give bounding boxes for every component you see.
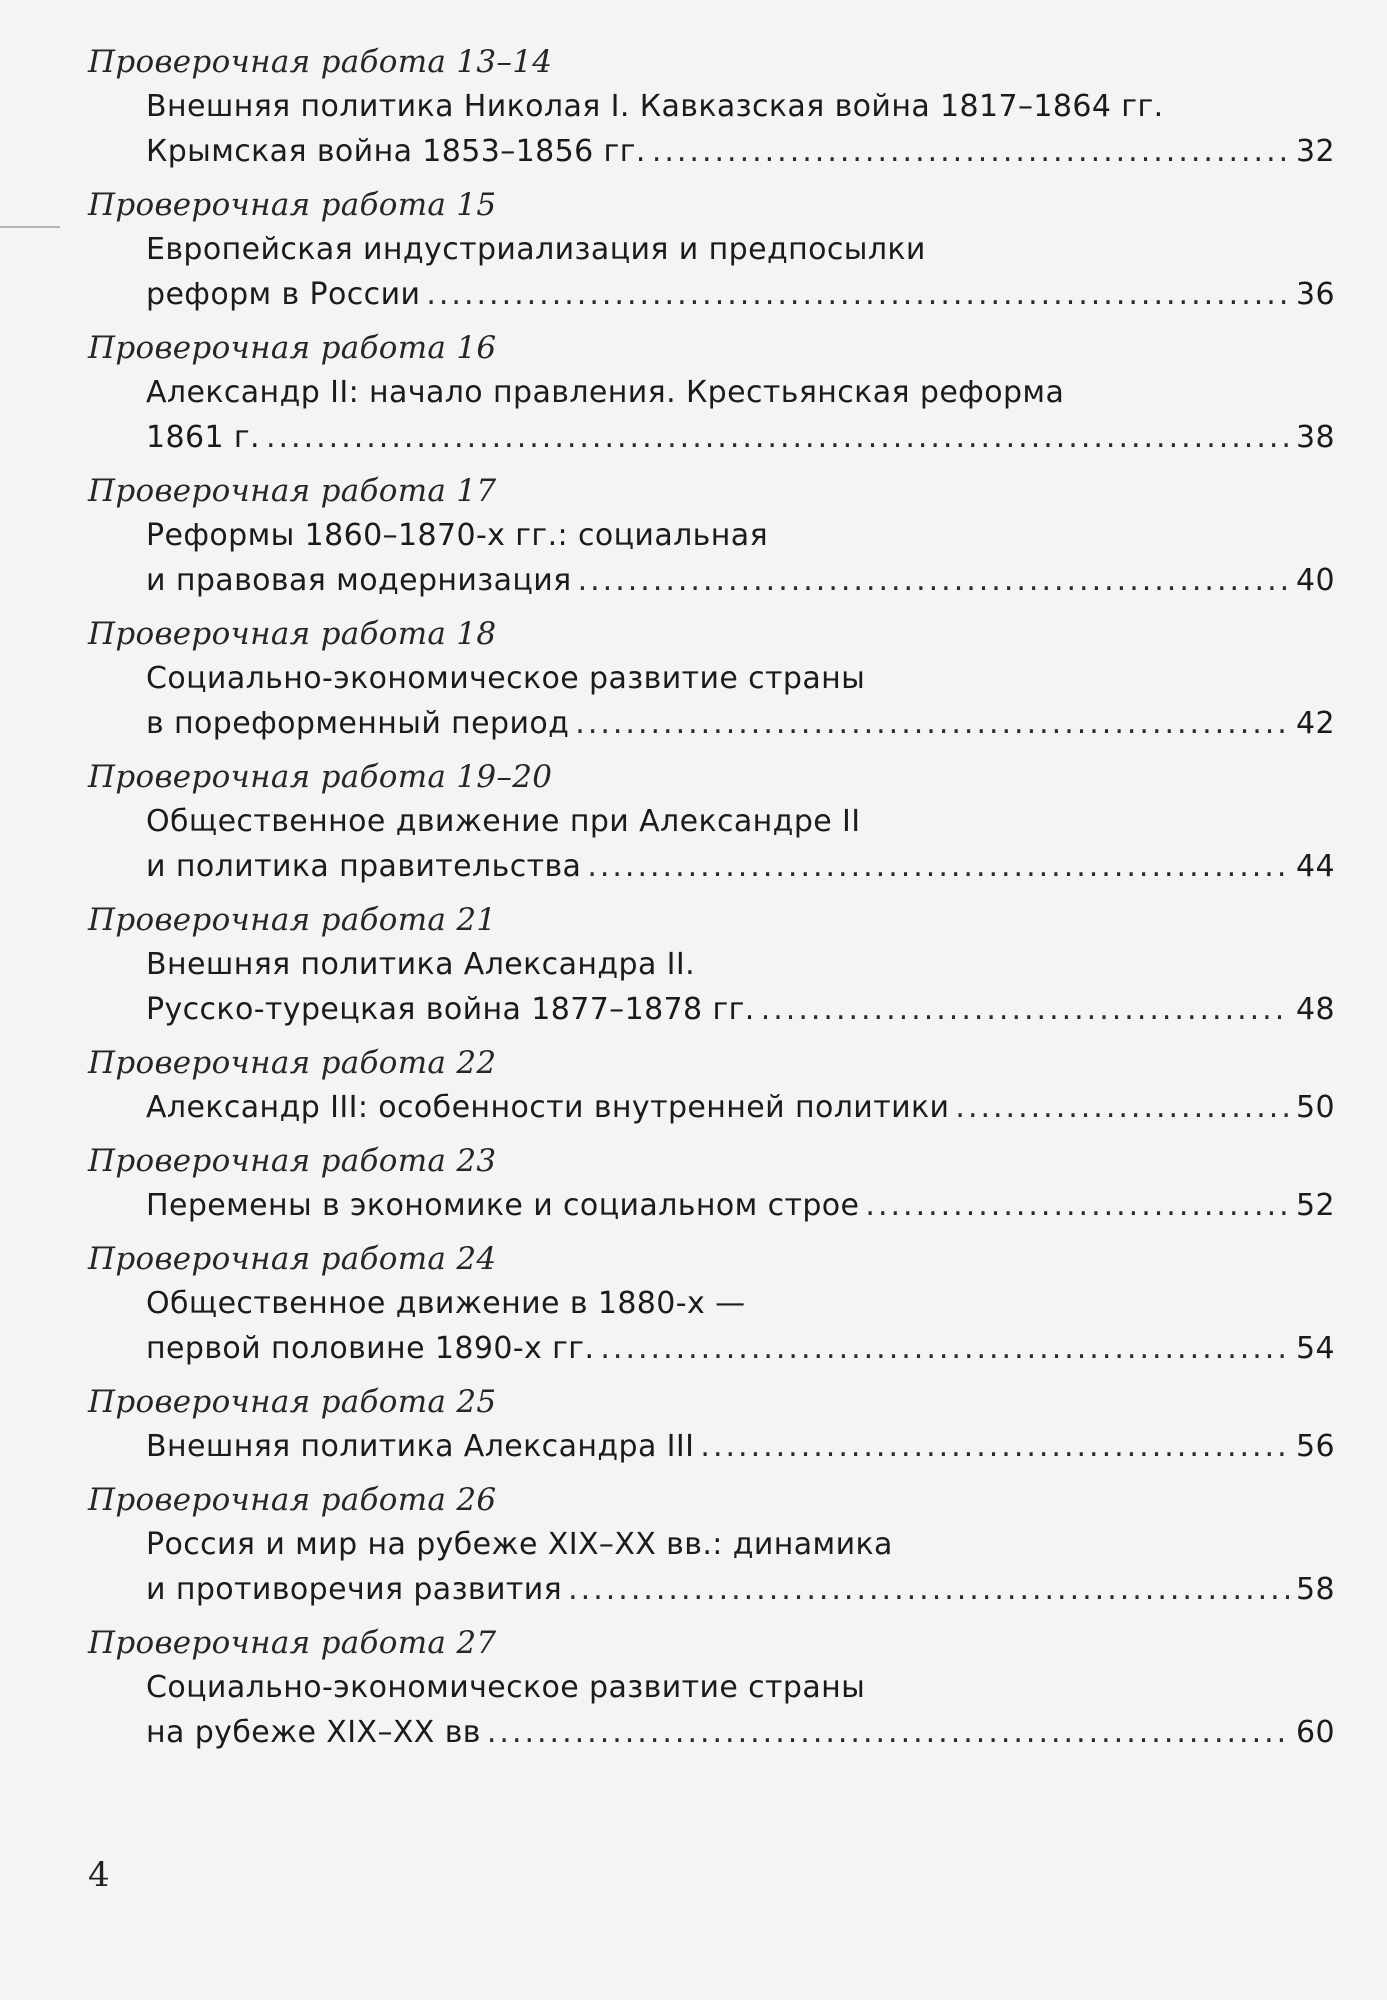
entry-line bbox=[146, 558, 1335, 603]
entry-line bbox=[146, 513, 1335, 558]
entry-page-number: 56 bbox=[1296, 1429, 1335, 1464]
entry-line bbox=[146, 227, 1335, 272]
toc-entry bbox=[88, 183, 1335, 317]
dot-leader bbox=[575, 701, 1289, 746]
entry-heading: Проверочная работа 23 bbox=[88, 1143, 497, 1179]
entry-line bbox=[146, 1326, 1335, 1371]
entry-line bbox=[146, 1085, 1335, 1130]
entry-page-number: 54 bbox=[1296, 1331, 1335, 1366]
entry-line bbox=[146, 1710, 1335, 1755]
entry-heading: Проверочная работа 16 bbox=[88, 330, 497, 366]
entry-page-number: 58 bbox=[1296, 1572, 1335, 1607]
table-of-contents bbox=[88, 40, 1335, 1764]
entry-title-text: Россия и мир на рубеже XIX–XX вв.: динамика bbox=[146, 1527, 893, 1562]
page-number: 4 bbox=[88, 1855, 110, 1895]
entry-heading: Проверочная работа 26 bbox=[88, 1482, 497, 1518]
dot-leader bbox=[587, 844, 1289, 889]
entry-title-text: и правовая модернизация bbox=[146, 563, 572, 598]
dot-leader bbox=[761, 987, 1289, 1032]
entry-page-number: 50 bbox=[1296, 1090, 1335, 1125]
entry-line bbox=[146, 844, 1335, 889]
entry-title-text: 1861 г. bbox=[146, 420, 260, 455]
entry-title-text: реформ в России bbox=[146, 277, 421, 312]
dot-leader bbox=[865, 1183, 1289, 1228]
entry-page-number: 32 bbox=[1296, 134, 1335, 169]
entry-title-text: Реформы 1860–1870-х гг.: социальная bbox=[146, 518, 769, 553]
dot-leader bbox=[487, 1710, 1289, 1755]
entry-title-text: Внешняя политика Александра III bbox=[146, 1429, 695, 1464]
entry-heading: Проверочная работа 13–14 bbox=[88, 44, 553, 80]
entry-heading: Проверочная работа 21 bbox=[88, 902, 497, 938]
toc-entry bbox=[88, 898, 1335, 1032]
entry-title-text: Социально-экономическое развитие страны bbox=[146, 1670, 866, 1705]
entry-title-text: на рубеже XIX–XX вв bbox=[146, 1715, 481, 1750]
entry-heading: Проверочная работа 22 bbox=[88, 1045, 497, 1081]
entry-line bbox=[146, 1567, 1335, 1612]
entry-heading: Проверочная работа 17 bbox=[88, 473, 497, 509]
dot-leader bbox=[578, 558, 1289, 603]
entry-line bbox=[146, 701, 1335, 746]
toc-entry bbox=[88, 612, 1335, 746]
entry-heading: Проверочная работа 19–20 bbox=[88, 759, 553, 795]
entry-line bbox=[146, 1424, 1335, 1469]
entry-heading: Проверочная работа 27 bbox=[88, 1625, 497, 1661]
toc-entry bbox=[88, 469, 1335, 603]
entry-line bbox=[146, 84, 1335, 129]
entry-line bbox=[146, 1522, 1335, 1567]
entry-title-text: Социально-экономическое развитие страны bbox=[146, 661, 866, 696]
entry-line bbox=[146, 1281, 1335, 1326]
entry-title-text: Русско-турецкая война 1877–1878 гг. bbox=[146, 992, 755, 1027]
dot-leader bbox=[652, 129, 1289, 174]
entry-page-number: 48 bbox=[1296, 992, 1335, 1027]
dot-leader bbox=[955, 1085, 1289, 1130]
entry-page-number: 40 bbox=[1296, 563, 1335, 598]
dot-leader bbox=[426, 272, 1289, 317]
toc-entry bbox=[88, 1139, 1335, 1228]
entry-title-text: Общественное движение в 1880-х — bbox=[146, 1286, 746, 1321]
entry-heading: Проверочная работа 24 bbox=[88, 1241, 497, 1277]
entry-title-text: Александр III: особенности внутренней политики bbox=[146, 1090, 950, 1125]
margin-mark bbox=[0, 226, 60, 228]
dot-leader bbox=[568, 1567, 1289, 1612]
entry-title-text: в пореформенный период bbox=[146, 706, 570, 741]
dot-leader bbox=[600, 1326, 1289, 1371]
entry-heading: Проверочная работа 15 bbox=[88, 187, 497, 223]
toc-entry bbox=[88, 40, 1335, 174]
entry-line bbox=[146, 272, 1335, 317]
entry-line bbox=[146, 370, 1335, 415]
entry-title-text: Перемены в экономике и социальном строе bbox=[146, 1188, 860, 1223]
entry-page-number: 60 bbox=[1296, 1715, 1335, 1750]
entry-title-text: Крымская война 1853–1856 гг. bbox=[146, 134, 646, 169]
toc-entry bbox=[88, 1380, 1335, 1469]
entry-title-text: Александр II: начало правления. Крестьянская реформа bbox=[146, 375, 1065, 410]
entry-page-number: 38 bbox=[1296, 420, 1335, 455]
entry-line bbox=[146, 799, 1335, 844]
toc-entry bbox=[88, 326, 1335, 460]
entry-line bbox=[146, 129, 1335, 174]
entry-title-text: первой половине 1890-х гг. bbox=[146, 1331, 595, 1366]
entry-line bbox=[146, 1183, 1335, 1228]
entry-line bbox=[146, 942, 1335, 987]
dot-leader bbox=[266, 415, 1289, 460]
entry-page-number: 36 bbox=[1296, 277, 1335, 312]
entry-page-number: 44 bbox=[1296, 849, 1335, 884]
entry-title-text: и политика правительства bbox=[146, 849, 582, 884]
entry-title-text: Общественное движение при Александре II bbox=[146, 804, 861, 839]
toc-entry bbox=[88, 755, 1335, 889]
toc-entry bbox=[88, 1237, 1335, 1371]
toc-entry bbox=[88, 1041, 1335, 1130]
entry-title-text: Европейская индустриализация и предпосылки bbox=[146, 232, 926, 267]
entry-line bbox=[146, 987, 1335, 1032]
toc-entry bbox=[88, 1478, 1335, 1612]
entry-page-number: 52 bbox=[1296, 1188, 1335, 1223]
entry-line bbox=[146, 1665, 1335, 1710]
entry-title-text: и противоречия развития bbox=[146, 1572, 563, 1607]
entry-heading: Проверочная работа 18 bbox=[88, 616, 497, 652]
entry-line bbox=[146, 656, 1335, 701]
dot-leader bbox=[700, 1424, 1289, 1469]
entry-line bbox=[146, 415, 1335, 460]
entry-page-number: 42 bbox=[1296, 706, 1335, 741]
entry-heading: Проверочная работа 25 bbox=[88, 1384, 497, 1420]
entry-title-text: Внешняя политика Николая I. Кавказская война 1817–1864 гг. bbox=[146, 89, 1164, 124]
entry-title-text: Внешняя политика Александра II. bbox=[146, 947, 696, 982]
toc-entry bbox=[88, 1621, 1335, 1755]
